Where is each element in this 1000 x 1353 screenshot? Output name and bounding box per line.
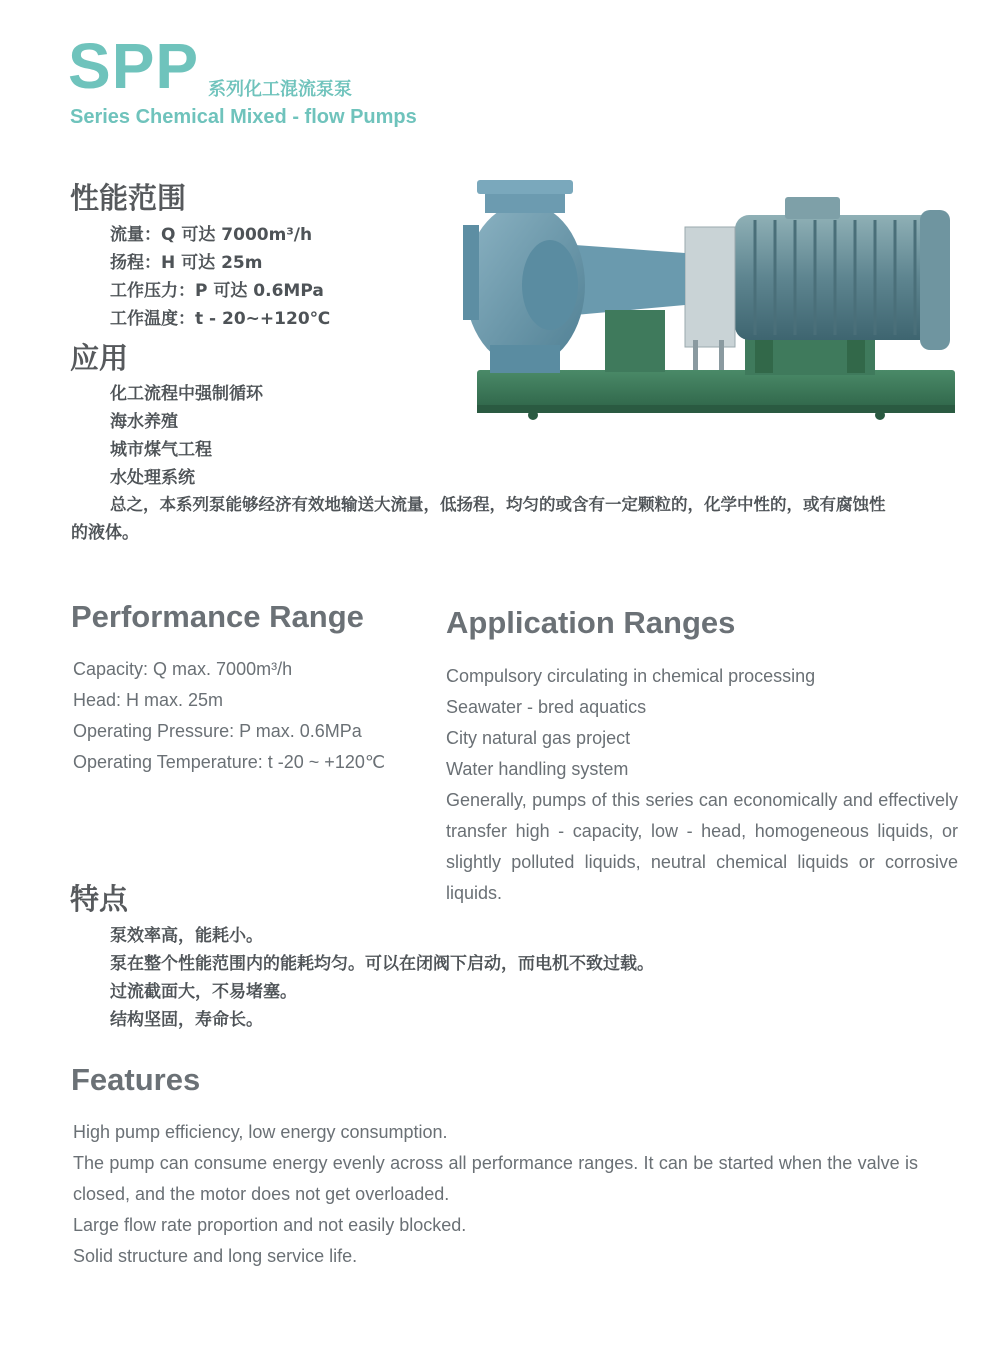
list-item: The pump can consume energy evenly across all performance ranges. It can be started when the valve is closed, and the motor does not get overloaded.	[73, 1153, 918, 1204]
en-performance-list	[73, 654, 385, 778]
list-item: 水处理系统	[110, 468, 195, 488]
cn-performance-list	[110, 221, 330, 333]
list-item: 化工流程中强制循环	[110, 384, 263, 404]
list-item: Compulsory circulating in chemical processing	[446, 666, 816, 686]
list-item: 泵效率高，能耗小。	[110, 926, 263, 946]
title-cn: 系列化工混流泵泵	[208, 79, 352, 100]
cn-features-list	[110, 922, 654, 1034]
list-item: 城市煤气工程	[110, 440, 212, 460]
list-item: 工作温度：t - 20~+120℃	[110, 309, 331, 329]
title-en: Series Chemical Mixed - flow Pumps	[70, 106, 417, 128]
en-application-list	[446, 661, 958, 909]
en-application-heading: Application Ranges	[446, 605, 736, 640]
list-item: Water handling system	[446, 759, 629, 779]
list-item: 扬程：H 可达 25m	[110, 253, 263, 273]
list-item: 结构坚固，寿命长。	[110, 1010, 263, 1030]
list-item: Head: H max. 25m	[73, 690, 224, 710]
en-performance-heading: Performance Range	[71, 599, 364, 634]
brand-logo-text: SPP	[68, 30, 200, 102]
list-item: Operating Temperature: t -20 ~ +120℃	[73, 752, 386, 772]
cn-application-list	[110, 380, 263, 492]
list-item: 泵在整个性能范围内的能耗均匀。可以在闭阀下启动，而电机不致过载。	[110, 954, 654, 974]
list-item: City natural gas project	[446, 728, 631, 748]
list-item: Capacity: Q max. 7000m³/h	[73, 659, 293, 679]
list-item: 工作压力：P 可达 0.6MPa	[110, 281, 324, 301]
application-summary: Generally, pumps of this series can economically and effectively transfer high - capacity, low - head, homogeneous liquids, or slightly polluted liquids, neutral chemical liquids or corrosive liquids.	[446, 790, 958, 903]
cn-summary-line-2: 的液体。	[71, 523, 139, 543]
cn-summary-line-1: 总之，本系列泵能够经济有效地输送大流量，低扬程，均匀的或含有一定颗粒的，化学中性的，或有腐蚀性	[110, 495, 886, 514]
list-item: Solid structure and long service life.	[73, 1246, 358, 1266]
en-features-list	[73, 1117, 933, 1272]
cn-performance-heading: 性能范围	[70, 181, 187, 215]
list-item: Operating Pressure: P max. 0.6MPa	[73, 721, 362, 741]
list-item: Seawater - bred aquatics	[446, 697, 647, 717]
list-item: 海水养殖	[110, 412, 178, 432]
list-item: 过流截面大，不易堵塞。	[110, 982, 297, 1002]
list-item: Large flow rate proportion and not easily blocked.	[73, 1215, 467, 1235]
pump-image	[455, 175, 960, 430]
list-item: 流量：Q 可达 7000m³/h	[110, 225, 313, 245]
cn-features-heading: 特点	[70, 882, 129, 916]
en-features-heading: Features	[71, 1062, 201, 1097]
list-item: High pump efficiency, low energy consumption.	[73, 1122, 448, 1142]
cn-application-heading: 应用	[70, 341, 129, 375]
